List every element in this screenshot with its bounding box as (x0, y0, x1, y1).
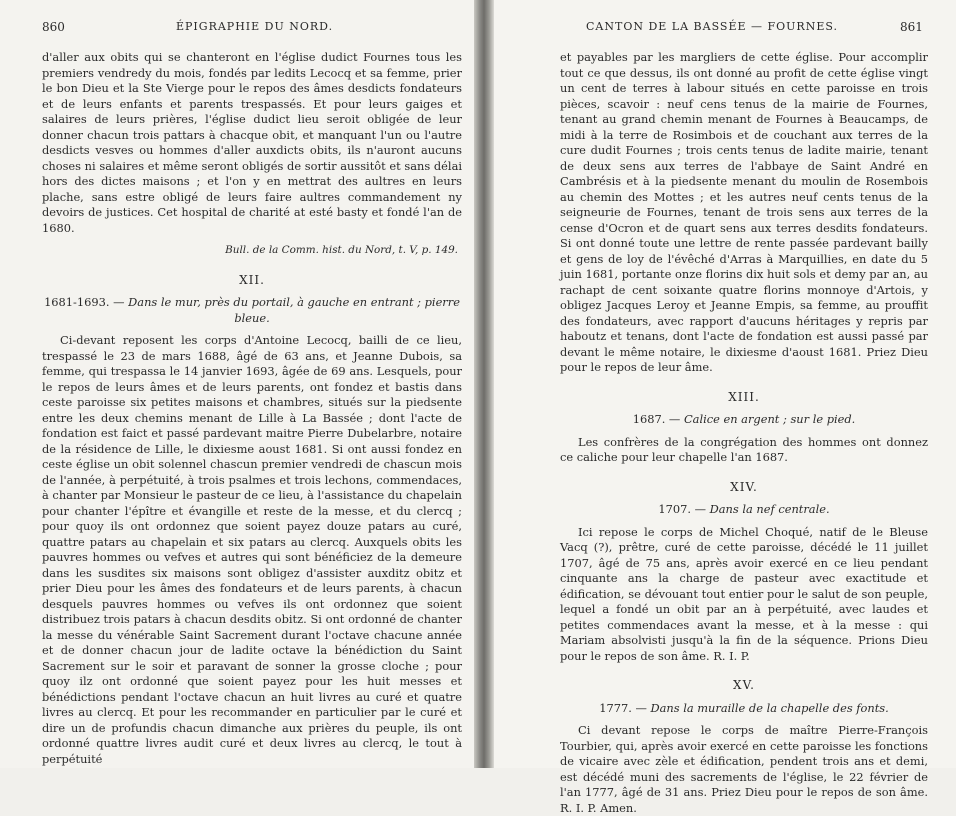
section-heading: 1707. — Dans la nef centrale. (658, 502, 830, 516)
page-number: 861 (900, 20, 923, 34)
page-number: 860 (42, 20, 65, 34)
running-head: ÉPIGRAPHIE DU NORD. (176, 20, 334, 33)
section-location: Dans le mur, près du portail, à gauche en entrant ; pierre bleue. (128, 295, 460, 325)
section-numeral: XV. (733, 678, 755, 692)
section-heading: 1687. — Calice en argent ; sur le pied. (632, 412, 856, 426)
section-date: 1687. (632, 412, 666, 426)
epitaph-text: Ci devant repose le corps de maître Pierre-François Tourbier, qui, après avoir exercé en cette paroisse les fonctions de vicaire avec zèle et édification, pendent trois ans et demi, est décédé muni des sacrements de l'église, le 22 février de l'an 1777, âgé de 31 ans. Priez Dieu pour le repos de son âme. R. I. P. Amen. (560, 723, 928, 815)
epitaph-text: Ici repose le corps de Michel Choqué, natif de le Bleuse Vacq (?), prêtre, curé de cette paroisse, décédé le 11 juillet 1707, âgé de 75 ans, après avoir exercé en ce lieu pendant cinquante ans la charge de pasteur avec exactitude et édification, se dévouant tout entier pour le salut de son peuple, lequel a fondé un obit par an à perpétuité, avec laudes et petites commendaces avant la messe, et à la messe : qui Mariam absolvisti jusqu'à la fin de la séquence. Prions Dieu pour le repos de son âme. R. I. P. (560, 524, 928, 663)
epitaph-text: Les confrères de la congrégation des hommes ont donnez ce caliche pour leur chapelle l'an 1687. (560, 434, 928, 464)
section-date: 1681-1693. (44, 295, 110, 309)
section-numeral: XIII. (728, 389, 760, 404)
continued-paragraph: et payables par les margliers de cette église. Pour accomplir tout ce que dessus, ils ont donné au profit de cette église vingt un cent de terres à labour situés en cette paroisse en trois pièces, scavoir : neuf cens tenus de la mairie de Fournes, tenant au grand chemin menant de Fournes à Beaucamps, de midi à la terre de Rosimbois et de couchant aux terres de la cure dudit Fournes ; trois cents tenus de ladite mairie, tenant de deux sens aux terres de l'abbaye de Saint André en Cambrésis et à la piedsente menant du moulin de Rosembois au chemin des Mottes ; et les autres neuf cents tenus de la seigneurie de Fournes, tenant de trois sens aux terres de la cense d'Ocron et de quart sens aux terres desdits fondateurs. Si ont donné toute une lettre de rente passée pardevant bailly et gens de loy de l'évêché d'Arras à Marquillies, en date du 5 juin 1681, portante onze florins dix huit sols et demy par an, au rachapt de cent soixante quatre florins monnoye d'Artois, y obligez Jacques Leroy et Jeanne Empis, sa femme, au prouffit des fondateurs, avec rapport d'aucuns héritages y repris par haboutz et tenans, dont l'acte de fondation est aussi passé par devant le même notaire, le dixiesme d'aoust 1681. Priez Dieu pour le repos de leur âme. (560, 50, 928, 374)
section-numeral: XIV. (730, 479, 758, 494)
section-heading: 1777. — Dans la muraille de la chapelle des fonts. (599, 700, 889, 715)
section-date: 1777. (599, 700, 632, 715)
running-head: CANTON DE LA BASSÉE — FOURNES. (586, 20, 839, 33)
citation: Bull. de la Comm. hist. du Nord, t. V, p. 149. (225, 244, 458, 256)
left-page (0, 0, 474, 768)
book-gutter (474, 0, 494, 768)
epitaph-text: Ci-devant reposent les corps d'Antoine Lecocq, bailli de ce lieu, trespassé le 23 de mars 1688, âgé de 63 ans, et Jeanne Dubois, sa femme, qui trespassa le 14 janvier 1693, âgée de 69 ans. Lesquels, pour le repos de leurs âmes et de leurs parents, ont fondez et bastis dans ceste paroisse six petites maisons et chambres, situés sur la piedsente entre les deux chemins menant de Lille à La Bassée ; dont l'acte de fondation est faict et passé pardevant maitre Pierre Dubelarbre, notaire de la résidence de Lille, le dixiesme aoust 1681. Si ont aussi fondez en ceste église un obit solennel chascun premier vendredi de chascun mois de l'année, à perpétuité, à trois psalmes et trois lechons, commendaces, à chanter par Monsieur le pasteur de ce lieu, à l'assistance du chapelain pour chanter l'épître et évangille et reste de la messe, et du clercq ; pour quoy ils ont ordonnez que soient payez douze patars au curé, quattre patars au chapelain et six patars au clercq. Auxquels obits les pauvres hommes ou vefves et autres qui sont bénéficiez de la demeure dans les susdites six maisons sont obligez d'assister auxditz obitz et prier Dieu pour les âmes des fondateurs et de leurs parents, à chacun desquels pauvres hommes ou vefves ils ont ordonnez que soient distribuez trois patars à chacun desdits obitz. Si ont ordonné de chanter la messe du vénérable Saint Sacrement durant l'octave chacune année et de donner chacun jour de ladite octave la bénédiction du Saint Sacrement sur le soir et paravant de sonner la grosse cloche ; pour quoy ilz ont ordonné que soient payez pour les huit messes et bénédictions pendant l'octave chacun an huit livres au curé et quatre livres au clercq. Et pour les recommander en particulier par le curé et dire un de profundis chacun dimanche aux prières du peuple, ils ont ordonné quattre livres audit curé et deux livres au clercq, le tout à perpétuité (42, 333, 462, 766)
right-page (494, 0, 956, 815)
section-location: Dans la muraille de la chapelle des fonts. (650, 700, 889, 715)
left-page-body (42, 50, 462, 767)
right-page-body (560, 50, 928, 816)
section-numeral: XII. (239, 272, 265, 287)
section-date: 1707. (658, 502, 691, 516)
continued-paragraph: d'aller aux obits qui se chanteront en l'église dudict Fournes tous les premiers vendredy du mois, fondés par ledits Lecocq et sa femme, prier le bon Dieu et la Ste Vierge pour le repos des âmes desdicts fondateurs et de leurs enfants et parents trespassés. Et pour leurs gaiges et salaires de leurs prières, l'église dudict lieu seroit obligée de leur donner chacun trois pattars à chacque obit, et manquant l'un ou l'autre desdicts vesves ou hommes d'aller auxdicts obits, ils n'auront aucuns choses ni salaires et même seront obligés de sortir aussitôt et sans délai hors des dictes maisons ; et l'on y en mettrat des aultres en leurs plache, sans estre obligé de leurs faire aultres commandement ny devoirs de justices. Cet hospital de charité at esté basty et fondé l'an de 1680. (42, 50, 462, 235)
section-location: Dans la nef centrale. (709, 502, 830, 516)
section-heading: 1681-1693. — Dans le mur, près du portail, à gauche en entrant ; pierre bleue. (44, 295, 460, 325)
section-location: Calice en argent ; sur le pied. (683, 412, 856, 426)
